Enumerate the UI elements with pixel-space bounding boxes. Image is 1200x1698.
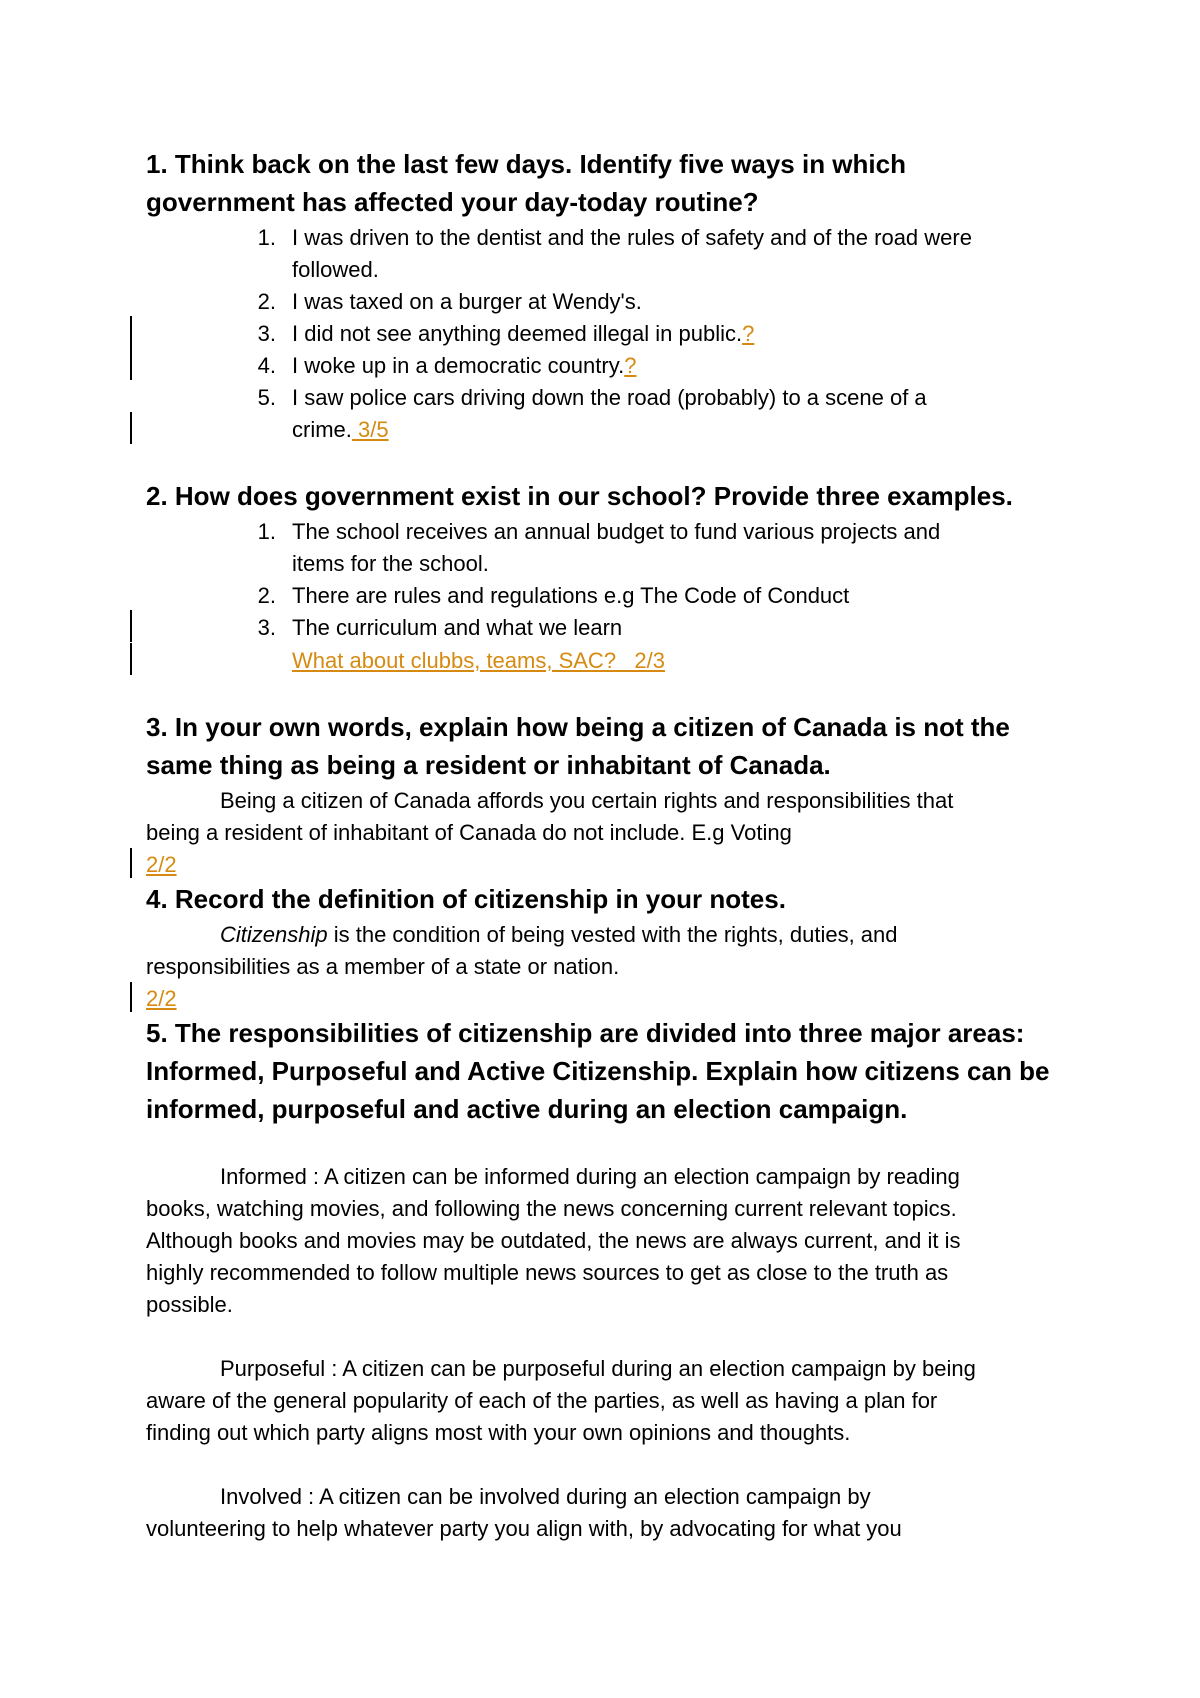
q1-item-3-number: 3.: [257, 321, 276, 346]
q2-item-2-number: 2.: [257, 583, 276, 608]
q1-item-2-line1: I was taxed on a burger at Wendy's.: [292, 289, 642, 314]
q4-answer-line1-rest: is the condition of being vested with the rights, duties, and: [327, 922, 898, 947]
q1-item-4-comment[interactable]: ?: [624, 353, 637, 378]
q5-title-line3: informed, purposeful and active during an election campaign.: [146, 1094, 908, 1124]
q4-grade[interactable]: 2/2: [146, 986, 177, 1011]
q5-informed-line4: highly recommended to follow multiple news sources to get as close to the truth as: [146, 1260, 949, 1285]
q1-title-line2: government has affected your day-today routine?: [146, 187, 759, 217]
change-bar: [130, 348, 132, 380]
q5-informed-line5: possible.: [146, 1292, 233, 1317]
q5-informed-line3: Although books and movies may be outdated, the news are always current, and it is: [146, 1228, 961, 1253]
change-bar: [130, 316, 132, 348]
q1-item-1-line2: followed.: [292, 257, 379, 282]
q3-answer-line1: Being a citizen of Canada affords you certain rights and responsibilities that: [220, 788, 954, 813]
q1-item-1-line1: I was driven to the dentist and the rules of safety and of the road were: [292, 225, 972, 250]
q5-involved-line1: Involved : A citizen can be involved during an election campaign by: [220, 1484, 871, 1509]
q1-item-2-number: 2.: [257, 289, 276, 314]
q3-answer-line2: being a resident of inhabitant of Canada do not include. E.g Voting: [146, 820, 792, 845]
q4-answer-line1: [220, 919, 898, 951]
q5-informed-line1: Informed : A citizen can be informed during an election campaign by reading: [220, 1164, 960, 1189]
change-bar: [130, 610, 132, 642]
q2-item-2-line1: There are rules and regulations e.g The Code of Conduct: [292, 583, 850, 608]
q3-title-line2: same thing as being a resident or inhabitant of Canada.: [146, 750, 831, 780]
q1-item-5-number: 5.: [257, 385, 276, 410]
q1-item-3-line1: [292, 318, 754, 350]
change-bar: [130, 848, 132, 878]
q4-title: 4. Record the definition of citizenship in your notes.: [146, 884, 786, 914]
q3-title-line1: 3. In your own words, explain how being a citizen of Canada is not the: [146, 712, 1010, 742]
q1-item-4-line1: [292, 350, 636, 382]
q1-grade[interactable]: 3/5: [351, 417, 389, 442]
q5-involved-line2: volunteering to help whatever party you align with, by advocating for what you: [146, 1516, 902, 1541]
q2-item-1-line1: The school receives an annual budget to fund various projects and: [292, 519, 941, 544]
q2-item-3-line1: The curriculum and what we learn: [292, 615, 623, 640]
q1-item-3-text: I did not see anything deemed illegal in public.: [292, 321, 743, 346]
q1-item-5-line2: [292, 414, 389, 446]
q5-purposeful-line1: Purposeful : A citizen can be purposeful during an election campaign by being: [220, 1356, 976, 1381]
q2-comment-grade[interactable]: What about clubbs, teams, SAC? 2/3: [292, 648, 665, 673]
q1-item-3-comment[interactable]: ?: [742, 321, 755, 346]
q1-item-4-text: I woke up in a democratic country.: [292, 353, 625, 378]
q4-term: Citizenship: [220, 922, 328, 947]
q5-title-line1: 5. The responsibilities of citizenship are divided into three major areas:: [146, 1018, 1025, 1048]
q1-item-4-number: 4.: [257, 353, 276, 378]
q2-item-1-number: 1.: [257, 519, 276, 544]
change-bar: [130, 982, 132, 1012]
q2-item-1-line2: items for the school.: [292, 551, 489, 576]
q2-item-3-number: 3.: [257, 615, 276, 640]
change-bar: [130, 412, 132, 444]
q1-title-line1: 1. Think back on the last few days. Identify five ways in which: [146, 149, 906, 179]
q5-informed-line2: books, watching movies, and following the news concerning current relevant topics.: [146, 1196, 957, 1221]
q4-answer-line2: responsibilities as a member of a state or nation.: [146, 954, 620, 979]
q3-grade[interactable]: 2/2: [146, 852, 177, 877]
q5-purposeful-line3: finding out which party aligns most with your own opinions and thoughts.: [146, 1420, 851, 1445]
q2-title: 2. How does government exist in our school? Provide three examples.: [146, 481, 1013, 511]
q1-item-5-line1: I saw police cars driving down the road (probably) to a scene of a: [292, 385, 927, 410]
q1-item-5-text-cont: crime.: [292, 417, 352, 442]
q1-item-1-number: 1.: [257, 225, 276, 250]
q5-title-line2: Informed, Purposeful and Active Citizenship. Explain how citizens can be: [146, 1056, 1050, 1086]
change-bar: [130, 643, 132, 675]
q5-purposeful-line2: aware of the general popularity of each of the parties, as well as having a plan for: [146, 1388, 938, 1413]
